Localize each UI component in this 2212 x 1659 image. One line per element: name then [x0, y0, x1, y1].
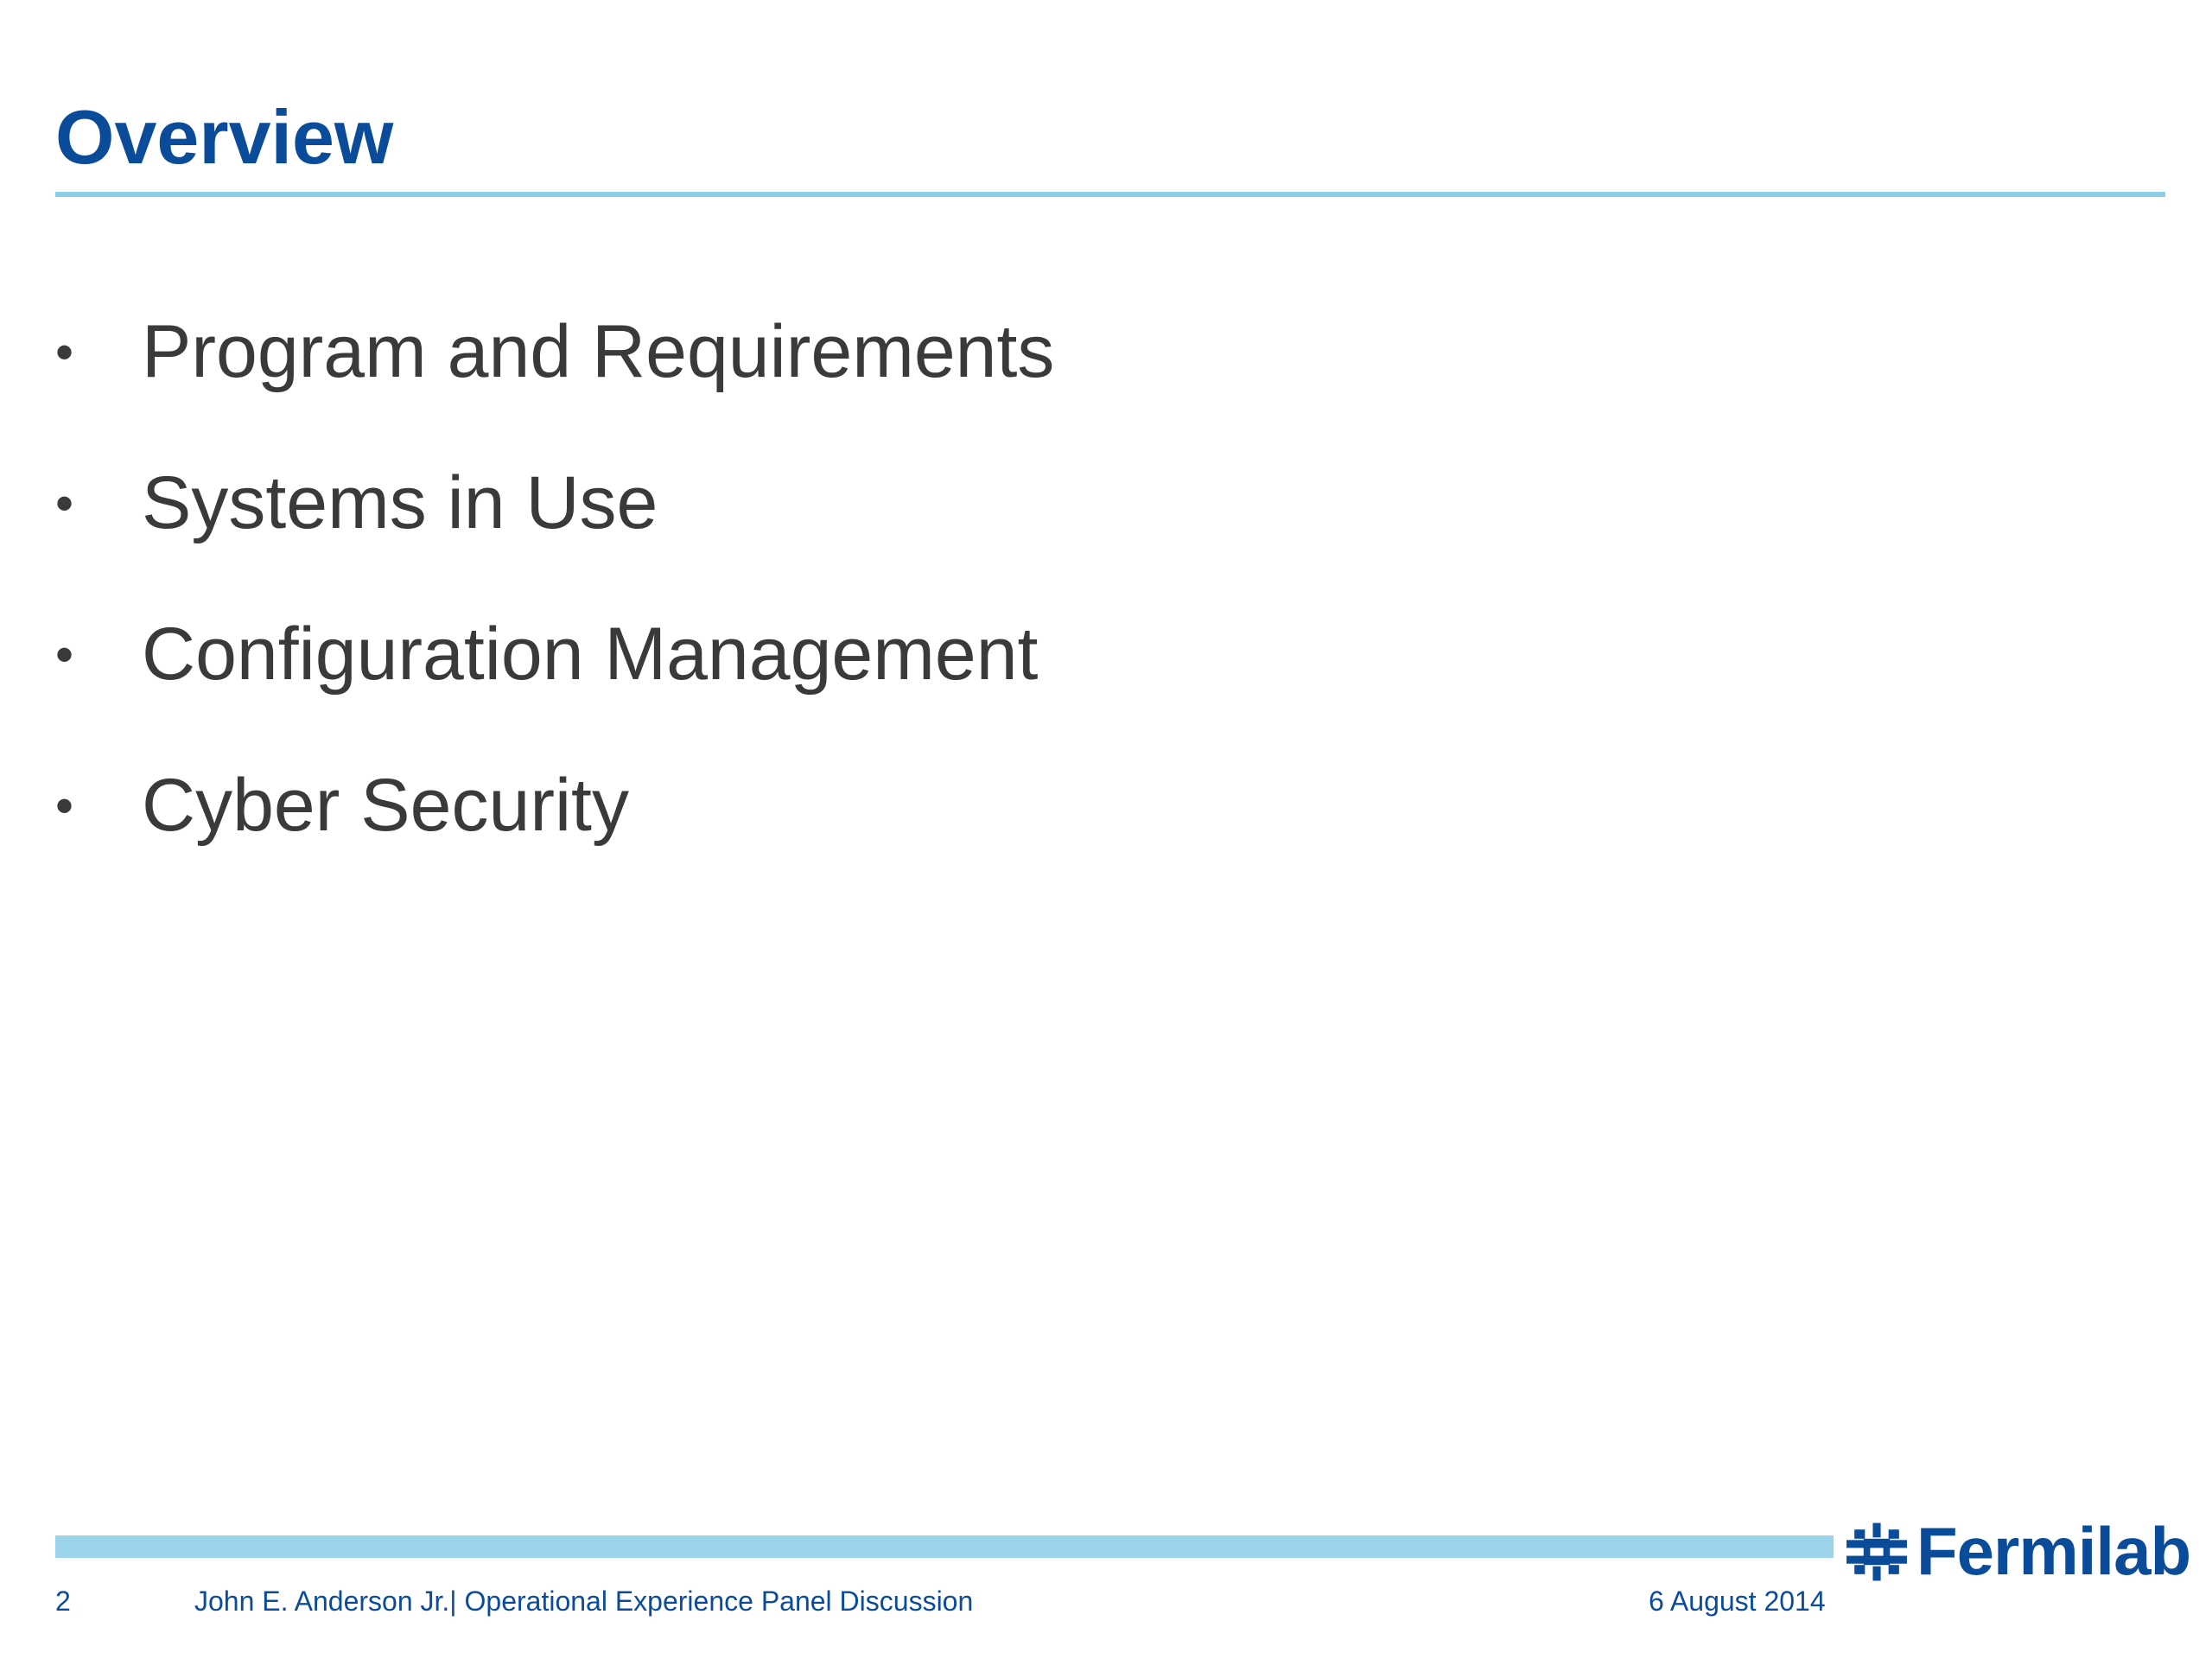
slide-title: Overview	[55, 94, 394, 180]
footer-presenter: John E. Anderson Jr.| Operational Experience Panel Discussion	[194, 1586, 974, 1617]
page-number: 2	[55, 1586, 71, 1617]
fermilab-logo-text: Fermilab	[1916, 1513, 2191, 1589]
bullet-text: Cyber Security	[142, 764, 629, 847]
bullet-item	[55, 730, 1054, 881]
bullet-item	[55, 276, 1054, 428]
bullet-dot: •	[55, 777, 74, 835]
footer-date: 6 August 2014	[1649, 1586, 1826, 1617]
bullet-text: Systems in Use	[142, 461, 658, 544]
bullet-item	[55, 428, 1054, 579]
bullet-dot: •	[55, 323, 74, 381]
fermilab-logo-icon	[1844, 1519, 1910, 1585]
footer-bar	[55, 1535, 1834, 1558]
title-divider	[55, 192, 2165, 197]
bullet-text: Program and Requirements	[142, 310, 1055, 393]
fermilab-logo	[1844, 1512, 2190, 1591]
bullet-dot: •	[55, 626, 74, 683]
bullet-dot: •	[55, 474, 74, 532]
bullet-text: Configuration Management	[142, 613, 1039, 696]
bullet-list	[55, 276, 1054, 881]
bullet-item	[55, 579, 1054, 730]
